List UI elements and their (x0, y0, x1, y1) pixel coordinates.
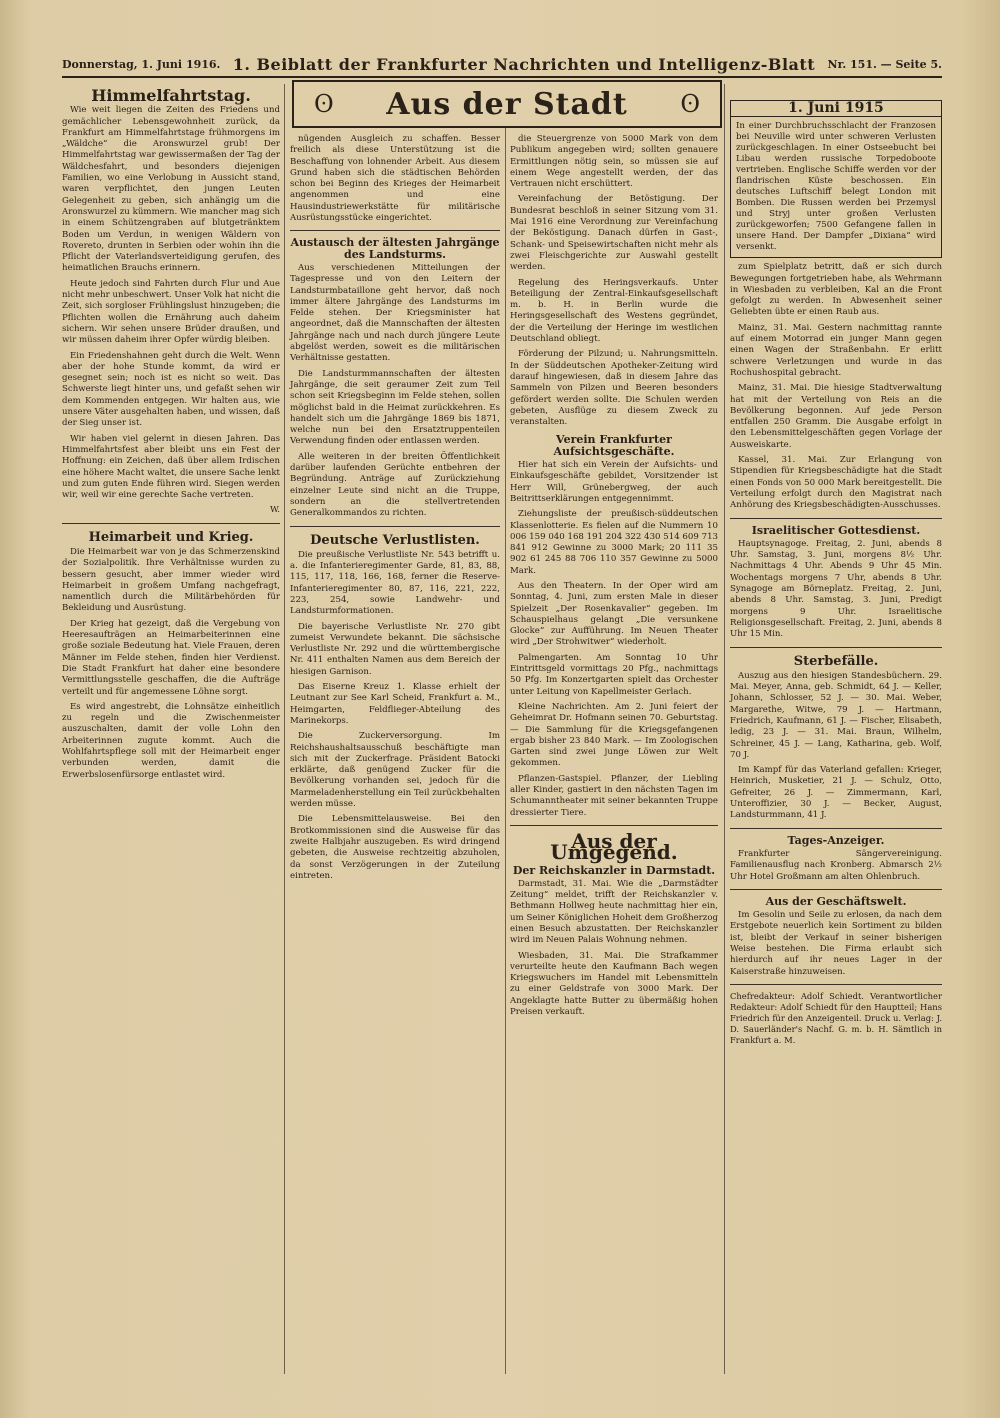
article-paragraph: Mainz, 31. Mai. Die hiesige Stadtverwaltung hat mit der Verteilung von Reis an die Bevölkerung begonnen. Auf jede Person entfallen 250 Gramm. Die Ausgabe erfolgt in den Lebensmittelgeschäften gegen Vorlage der Ausweiskarte. (730, 383, 942, 450)
divider (730, 647, 942, 648)
section-title: Aus der Stadt (386, 86, 628, 122)
article-headline: Tages-Anzeiger. (787, 833, 885, 847)
article-signature: W. (269, 505, 280, 516)
article-headline: Aus der Geschäftswelt. (765, 894, 907, 908)
article-headline: Deutsche Verlustlisten. (310, 532, 480, 548)
article-paragraph: Die Zuckerversorgung. Im Reichshaushaltsausschuß beschäftigte man sich mit der Zuckerfrage. Präsident Batocki erklärte, daß genügend Zucker für die Bevölkerung vorhanden sei, jedoch für die Marmeladenherstellung ein Teil zurückbehalten werden müsse. (290, 731, 501, 810)
article-paragraph: Es wird angestrebt, die Lohnsätze einheitlich zu regeln und die Zwischenmeister auszuschalten, damit der volle Lohn den Arbeiterinnen zugute kommt. Auch die Wohlfahrtspflege soll mit der Heimarbeit enger verbunden werden, damit die Erwerbslosenfürsorge entlastet wird. (62, 701, 280, 780)
header-date: Donnerstag, 1. Juni 1916. (62, 57, 221, 71)
article-paragraph: Die Landsturmmannschaften der ältesten Jahrgänge, die seit geraumer Zeit zum Teil schon seit Kriegsbeginn im Felde stehen, sollen möglichst bald in die Heimat zurückkehren. Es handelt sich um die Jahrgänge 1869 bis 1871, welche nun bei den Ersatztruppenteilen Verwendung finden oder entlassen werden. (290, 368, 500, 447)
article-paragraph: Ziehungsliste der preußisch-süddeutschen Klassenlotterie. Es fielen auf die Nummern 10 006 159 040 168 191 204 322 430 514 609 713 841 912 Gewinne zu 3000 Mark; 20 111 35 902 61 245 88 706 110 357 Gewinne zu 5000 Mark. (510, 509, 718, 576)
divider (290, 526, 500, 527)
article-paragraph: Die preußische Verlustliste Nr. 543 betrifft u. a. die Infanterieregimenter Garde, 81, 83, 88, 115, 117, 118, 166, 168, ferner die Reserve-Infanterieregimenter 80, 87, 116, 221, 222, 223, 254, sowie Landwehr- und Landsturmformationen. (290, 549, 500, 617)
article-paragraph: Frankfurter Sängervereinigung. Familienausflug nach Kronberg. Abmarsch 2½ Uhr Hotel Großmann am alten Ohlenbruch. (730, 848, 942, 882)
article-paragraph: Im Kampf für das Vaterland gefallen: Krieger, Heinrich, Musketier, 21 J. — Schulz, Otto, Gefreiter, 26 J. — Zimmermann, Karl, Unteroffizier, 30 J. — Becker, August, Landsturmmann, 41 J. (730, 765, 942, 821)
article-paragraph: Im Gesolin und Seile zu erlosen, da nach dem Erstgebote neuerlich kein Sortiment zu bilden ist, bleibt der Verkauf in seiner bisherigen Weise bestehen. Die Firma erlaubt sich hierdurch auf ihr neues Lager in der Kaiserstraße hinzuweisen. (730, 910, 942, 977)
article-headline: Himmelfahrtstag. (91, 86, 251, 105)
column-divider (505, 128, 506, 1374)
divider (510, 825, 718, 826)
article-paragraph: Vereinfachung der Betöstigung. Der Bundesrat beschloß in seiner Sitzung vom 31. Mai 1916 eine Verordnung zur Vereinfachung der Beköstigung. Danach dürfen in Gast-, Schank- und Speisewirtschaften nicht mehr als zwei Fleischgerichte zur Auswahl gestellt werden. (510, 194, 718, 273)
column-4 (730, 100, 942, 1046)
divider (730, 828, 942, 829)
ornament-icon: ʘ (314, 90, 334, 118)
article-paragraph: Aus den Theatern. In der Oper wird am Sonntag, 4. Juni, zum ersten Male in dieser Spielzeit „Der Rosenkavalier“ gegeben. Im Schauspielhaus gelangt „Die versunkene Glocke“ zur Aufführung. Im Neuen Theater wird „Der Strohwitwer“ wiederholt. (510, 580, 718, 648)
article-paragraph: nügenden Ausgleich zu schaffen. Besser freilich als diese Unterstützung ist die Beschaffung von lohnender Arbeit. Aus diesem Grund haben sich die städtischen Behörden schon bei Beginn des Krieges der Heimarbeit angenommen und eine Hausindustriewerkstätte für militärische Ausrüstungsstücke eingerichtet. (290, 134, 500, 224)
article-paragraph: die Steuergrenze von 5000 Mark von dem Publikum angegeben wird; sollten genauere Ermittlungen nötig sein, so müssen sie auf einem Wege angestellt werden, der das Vertrauen nicht erschüttert. (510, 134, 718, 190)
article-paragraph: Kleine Nachrichten. Am 2. Juni feiert der Geheimrat Dr. Hofmann seinen 70. Geburtstag. — Die Sammlung für die Kriegsgefangenen ergab bisher 23 840 Mark. — Im Zoologischen Garten sind zwei junge Löwen zur Welt gekommen. (510, 701, 718, 769)
divider (730, 518, 942, 519)
article-paragraph: Darmstadt, 31. Mai. Wie die „Darmstädter Zeitung“ meldet, trifft der Reichskanzler v. Bethmann Hollweg heute nachmittag hier ein, um Seiner Königlichen Hoheit dem Großherzog einen Besuch abzustatten. Der Reichskanzler wird im Neuen Palais Wohnung nehmen. (510, 878, 718, 946)
anniversary-title: 1. Juni 1915 (731, 101, 941, 117)
anniversary-box (730, 100, 942, 258)
article-paragraph: Mainz, 31. Mai. Gestern nachmittag rannte auf einem Motorrad ein junger Mann gegen einen Wagen der Straßenbahn. Er erlitt schwere Verletzungen und wurde in das Rochushospital gebracht. (730, 322, 942, 378)
article-headline: Der Reichskanzler in Darmstadt. (512, 863, 716, 877)
article-headline: Israelitischer Gottesdienst. (751, 523, 921, 537)
column-divider (284, 84, 285, 1374)
article-paragraph: Die Lebensmittelausweise. Bei den Brotkommissionen sind die Ausweise für das zweite Halbjahr auszugeben. Es wird dringend gebeten, die Ausweise rechtzeitig abzuholen, da sonst Verzögerungen in der Zuteilung eintreten. (290, 814, 500, 881)
article-paragraph: Ein Friedenshahnen geht durch die Welt. Wenn aber der hohe Stunde kommt, da wird er gesegnet sein; noch ist es nicht so weit. Das Schwerste liegt hinter uns, und gefaßt sehen wir dem Kommenden entgegen. Wir halten aus, wie unsere Väter ausgehalten haben, und wissen, daß der Sieg unser ist. (62, 350, 280, 429)
article-paragraph: Heute jedoch sind Fahrten durch Flur und Aue nicht mehr unbeschwert. Unser Volk hat nicht die Zeit, sich sorgloser Frühlingslust hinzugeben; die Pflichten wollen die Ernährung auch daheim sichern. Wir sehen unsere Brüder draußen, und wir müssen daheim ihrer Opfer würdig bleiben. (62, 278, 280, 346)
column-2 (290, 134, 500, 886)
column-divider (724, 84, 725, 1374)
article-paragraph: Die Heimarbeit war von je das Schmerzenskind der Sozialpolitik. Ihre Verhältnisse wurden zu bessern gesucht, aber immer wieder wird Heimarbeit in großem Umfang nachgefragt, namentlich durch die Militärbehörden für Bekleidung und Ausrüstung. (62, 546, 280, 614)
article-paragraph: zum Spielplatz betritt, daß er sich durch Bewegungen fortgetrieben habe, als Wehrmann in Wiesbaden zu verbleiben, Kal an die Front gefolgt zu werden. In Abwesenheit seiner Geliebten übte er einen Raub aus. (730, 262, 942, 318)
divider (730, 984, 942, 985)
article-paragraph: Auszug aus den hiesigen Standesbüchern. 29. Mai. Meyer, Anna, geb. Schmidt, 64 J. — Keller, Johann, Schlosser, 52 J. — 30. Mai. Weber, Margarethe, Witwe, 79 J. — Hartmann, Friedrich, Kaufmann, 61 J. — Fischer, Elisabeth, ledig, 23 J. — 31. Mai. Braun, Wilhelm, Schreiner, 45 J. — Lang, Katharina, geb. Wolf, 70 J. (730, 670, 942, 760)
article-paragraph: Regelung des Heringsverkaufs. Unter Beteiligung der Zentral-Einkaufsgesellschaft m. b. H. in Berlin wurde die Heringsgesellschaft des Westens gegründet, der die Verteilung der Heringe im westlichen Deutschland obliegt. (510, 277, 718, 345)
ornament-icon: ʘ (680, 90, 700, 118)
section-banner (292, 80, 722, 128)
article-headline: Verein Frankfurter Aufsichtsgeschäfte. (553, 433, 675, 458)
article-paragraph: Palmengarten. Am Sonntag 10 Uhr Eintrittsgeld vormittags 20 Pfg., nachmittags 50 Pfg. Im Konzertgarten spielt das Orchester unter Leitung von Kapellmeister Gerlach. (510, 652, 718, 697)
article-headline: Sterbefälle. (793, 653, 879, 669)
article-paragraph: Hier hat sich ein Verein der Aufsichts- und Einkaufsgeschäfte gebildet, Vorsitzender ist Herr Will, Grünebergweg, der auch Beitrittserklärungen entgegennimmt. (510, 460, 718, 504)
column-1 (62, 84, 280, 785)
article-headline: Austausch der ältesten Jahrgänge des Landsturms. (290, 236, 500, 261)
divider (730, 889, 942, 890)
article-paragraph: Alle weiteren in der breiten Öffentlichkeit darüber laufenden Gerüchte entbehren der Begründung. Anträge auf Zurückziehung einzelner Leute sind nicht an die Truppe, sondern an die stellvertretenden Generalkommandos zu richten. (290, 451, 500, 519)
divider (290, 230, 500, 231)
header-issue: Nr. 151. — Seite 5. (827, 57, 942, 71)
article-paragraph: Förderung der Pilzund; u. Nahrungsmitteln. In der Süddeutschen Apotheker-Zeitung wird darauf hingewiesen, daß in diesem Jahre das Sammeln von Pilzen und Beeren besonders gefördert werden sollte. Die Schulen werden gebeten, Ausflüge zu diesem Zweck zu veranstalten. (510, 349, 718, 428)
header-title: 1. Beiblatt der Frankfurter Nachrichten und Intelligenz-Blatt (232, 54, 816, 74)
section-title: Aus der Umgegend. (550, 828, 678, 865)
article-paragraph: Hauptsynagoge. Freitag, 2. Juni, abends 8 Uhr. Samstag, 3. Juni, morgens 8½ Uhr. Nachmittags 4 Uhr. Abends 9 Uhr 45 Min. Wochentags morgens 7 Uhr, abends 8 Uhr. Synagoge am Börneplatz. Freitag, 2. Juni, abends 8 Uhr. Samstag, 3. Juni, Predigt morgens 9 Uhr. Israelitische Religionsgesellschaft. Freitag, 2. Juni, abends 8 Uhr 15 Min. (730, 538, 942, 640)
divider (62, 523, 280, 524)
article-paragraph: Aus verschiedenen Mitteilungen der Tagespresse und von den Leitern der Landsturmbataillone geht hervor, daß noch immer ältere Jahrgänge des Landsturms im Felde stehen. Der Kriegsminister hat angeordnet, daß die Mannschaften der ältesten Jahrgänge nach und nach durch jüngere Leute abgelöst werden, soweit es die militärischen Verhältnisse gestatten. (290, 262, 500, 364)
article-paragraph: Wir haben viel gelernt in diesen Jahren. Das Himmelfahrtsfest aber bleibt uns ein Fest der Hoffnung: ein Zeichen, daß über allem Irdischen eine höhere Macht waltet, die unsere Sache lenkt und zum guten Ende führen wird. Siegen werden wir, weil wir eine gerechte Sache vertreten. (62, 433, 280, 501)
column-3 (510, 134, 718, 1022)
article-paragraph: Das Eiserne Kreuz 1. Klasse erhielt der Leutnant zur See Karl Scheid, Frankfurt a. M., Heimgarten, Feldflieger-Abteilung des Marinekorps. (290, 682, 500, 726)
article-paragraph: Wiesbaden, 31. Mai. Die Strafkammer verurteilte heute den Kaufmann Bach wegen Kriegswuchers im Handel mit Lebensmitteln zu einer Geldstrafe von 3000 Mark. Der Angeklagte hatte Butter zu übermäßig hohen Preisen verkauft. (510, 950, 718, 1018)
imprint: Chefredakteur: Adolf Schiedt. Verantwortlicher Redakteur: Adolf Schiedt für den Hauptteil; Hans Friedrich für den Anzeigenteil. Druck u. Verlag: J. D. Sauerländer's Nachf. G. m. b. H. Sämtlich in Frankfurt a. M. (730, 990, 942, 1045)
article-paragraph: Kassel, 31. Mai. Zur Erlangung von Stipendien für Kriegsbeschädigte hat die Stadt einen Fonds von 50 000 Mark bereitgestellt. Die Verteilung erfolgt durch den Magistrat nach Anhörung des Kriegsbeschädigten-Ausschusses. (730, 455, 942, 511)
page-header (62, 52, 942, 78)
article-paragraph: Wie weit liegen die Zeiten des Friedens und gemächlicher Lebensgewohnheit zurück, da Frankfurt am Himmelfahrtstage frühmorgens im „Wäldche“ die Aronswurzel grub! Der Himmelfahrtstag war gewissermaßen der Tag der Wäldchesfahrt, und besonders diejenigen Familien, wo eine Verlobung in Aussicht stand, waren verpflichtet, den jungen Leuten Gelegenheit zu geben, sich anhängig um die Aronswurzel zu kümmern. Wie mancher mag sich in einem Schützengraben auf blutgetränktem Boden um Verdun, in wenigen Wäldern von Rovereto, drunten in Serbien oder wohin ihn die Pflicht der Vaterlandsverteidigung gerufen, des heimatlichen Brauchs erinnern. (62, 105, 280, 274)
article-paragraph: Pflanzen-Gastspiel. Pflanzer, der Liebling aller Kinder, gastiert in den nächsten Tagen im Schumanntheater mit seiner bekannten Truppe dressierter Tiere. (510, 773, 718, 818)
article-paragraph: Der Krieg hat gezeigt, daß die Vergebung von Heeresaufträgen an Heimarbeiterinnen eine große soziale Bedeutung hat. Viele Frauen, deren Männer im Felde stehen, finden hier Verdienst. Die Stadt Frankfurt hat daher eine besondere Vermittlungsstelle geschaffen, die die Aufträge verteilt und für angemessene Löhne sorgt. (62, 618, 280, 697)
article-headline: Heimarbeit und Krieg. (88, 529, 254, 545)
article-paragraph: Die bayerische Verlustliste Nr. 270 gibt zumeist Verwundete bekannt. Die sächsische Verlustliste Nr. 292 und die württembergische Nr. 411 enthalten Namen aus dem Bereich der hiesigen Garnison. (290, 621, 500, 677)
anniversary-text: In einer Durchbruchsschlacht der Franzosen bei Neuville wird unter schweren Verlusten zurückgeschlagen. In einer Ostseebucht bei Libau werden russische Torpedoboote vertrieben. Englische Schiffe werden vor der flandrischen Küste beschossen. Ein deutsches Luftschiff belegt London mit Bomben. Die Russen werden bei Przemysl und Stryj unter großen Verlusten zurückgeworfen; 7500 Gefangene fallen in unsere Hand. Der Dampfer „Dixiana“ wird versenkt. (736, 121, 936, 253)
